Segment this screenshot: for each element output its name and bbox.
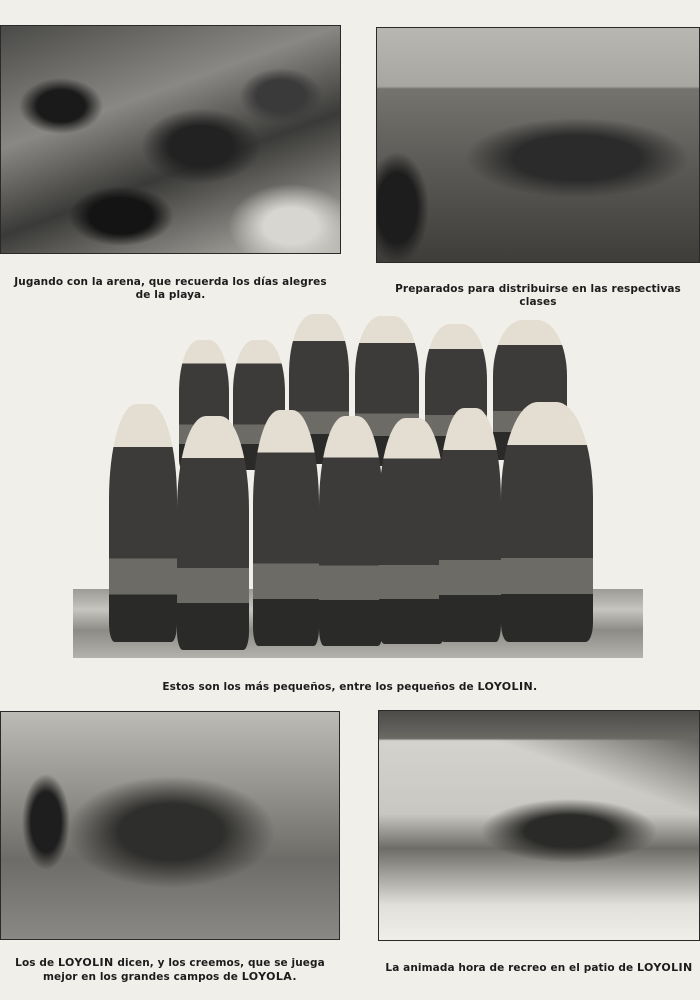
photo-children-lined-up [376, 27, 700, 263]
photo-children-playing-sand [0, 25, 341, 254]
caption-playing-fields-line1 [0, 956, 340, 970]
caption-text: La animada hora de recreo en el patio de [385, 962, 637, 974]
child-figure [439, 408, 501, 642]
child-figure [501, 402, 593, 642]
caption-name-loyola: LOYOLA. [241, 970, 297, 983]
caption-smallest-children-text: Estos son los más pequeños, entre los pequeños de [162, 681, 478, 693]
child-figure [379, 418, 445, 644]
caption-text: dicen, y los creemos, que se juega [113, 957, 325, 969]
child-figure [109, 404, 177, 642]
photo-recess-playground [378, 710, 700, 941]
caption-text: mejor en los grandes campos de [43, 971, 242, 983]
photo-children-field [0, 711, 340, 940]
child-figure [253, 410, 319, 646]
caption-playing-sand [0, 276, 341, 302]
caption-smallest-children-name: LOYOLIN. [477, 680, 538, 693]
photo-smallest-children-steps [73, 312, 643, 658]
caption-prepared-classes [376, 283, 700, 309]
caption-text: Los de [15, 957, 58, 969]
child-figure [319, 416, 383, 646]
child-figure [177, 416, 249, 650]
caption-recess-hour [378, 961, 700, 975]
caption-name-loyolin: LOYOLIN [636, 961, 693, 974]
caption-playing-fields [0, 956, 340, 984]
caption-playing-sand-line2: de la playa. [135, 289, 206, 301]
caption-name-loyolin: LOYOLIN [57, 956, 114, 969]
caption-playing-fields-line2 [0, 970, 340, 984]
caption-playing-sand-line1: Jugando con la arena, que recuerda los días alegres [14, 276, 327, 288]
caption-prepared-classes-text: Preparados para distribuirse en las respectivas clases [395, 283, 681, 308]
caption-smallest-children [0, 680, 700, 694]
